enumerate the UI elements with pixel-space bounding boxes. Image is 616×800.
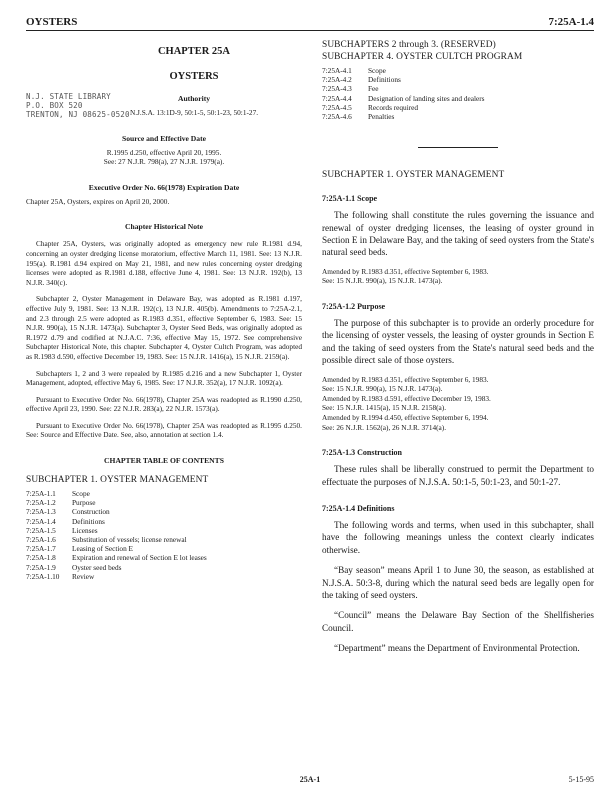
toc-item-number: 7:25A-4.1 (322, 66, 352, 75)
stamp-line: TRENTON, NJ 08625-0520 (26, 110, 130, 119)
definition-bay-season: “Bay season” means April 1 to June 30, the season, as established at N.J.S.A. 50:3-8, during which the natural seed beds are legally open for the taking of seed oysters. (322, 565, 594, 601)
toc-item (26, 544, 207, 553)
toc-subchapter-1: SUBCHAPTER 1. OYSTER MANAGEMENT (26, 475, 209, 486)
toc-item (26, 535, 207, 544)
history-paragraph: Pursuant to Executive Order No. 66(1978), Chapter 25A was readopted as R.1995 d.250. See: Source and Effective Date. See, also, annotation at section 1.4. (26, 420, 302, 440)
toc-item-number: 7:25A-1.8 (26, 553, 56, 563)
toc-item-title: Expiration and renewal of Section E lot leases (72, 553, 207, 563)
definition-department: “Department” means the Department of Environmental Protection. (334, 643, 580, 654)
toc-item-title: Purpose (72, 498, 96, 508)
section-divider (418, 147, 498, 148)
toc-list-4 (322, 66, 485, 121)
source-heading: Source and Effective Date (121, 133, 206, 143)
section-title-construction: 7:25A-1.3 Construction (322, 448, 402, 458)
toc-item-title: Oyster seed beds (72, 562, 122, 572)
amendment-note: Amended by R.1983 d.351, effective September 6, 1983. (322, 266, 489, 276)
supplement-date: 5-15-95 (568, 775, 594, 784)
toc-item-number: 7:25A-1.5 (26, 525, 56, 535)
chapter-title: OYSTERS (169, 71, 219, 82)
toc-item-title: Review (72, 571, 95, 581)
history-paragraph: Subchapter 2, Oyster Management in Delaware Bay, was adopted as R.1981 d.197, effective July 9, 1981. See: 13 N.J.R. 192(c), 13 N.J.R. 405(b). Amendments to 7:25A-2.1, and 2.3 through 2.5 were adopted as R.1983 d.351, effective September 6, 1983. See: 15 N.J.R. 990(a), 15 N.J.R. 1473(a). Subchapter 3, Oyster Seed Beds, was originally adopted as R.1972 d.79 and codified at N.J.A.C. 7:36, effective May 15, 1972. See comprehensive Subchapter Historical Note, this chapter. Subchapter 4, Oyster Cultch Program, was adopted as R.1983 d.590, effective December 19, 1983. See: 15 N.J.R. 1416(a), 15 N.J.R. 2159(a). (26, 294, 302, 361)
toc-item (322, 94, 485, 103)
history-paragraph: Pursuant to Executive Order No. 66(1978), Chapter 25A was readopted as R.1990 d.250, effective April 23, 1990. See: 22 N.J.R. 283(a), 22 N.J.R. 1573(a). (26, 394, 302, 414)
source-line: R.1995 d.250, effective April 20, 1995. (106, 147, 222, 157)
toc-item-title: Licenses (72, 525, 98, 535)
chapter-number: CHAPTER 25A (157, 46, 231, 57)
toc-item (26, 563, 207, 572)
toc-item (26, 553, 207, 562)
amendment-note: See: 15 N.J.R. 990(a), 15 N.J.R. 1473(a). (322, 384, 443, 394)
toc-item-number: 7:25A-1.10 (26, 571, 60, 581)
section-text-definitions: The following words and terms, when used in this subchapter, shall have the following meanings unless the context clearly indicates otherwise. (322, 520, 594, 555)
page-footer (26, 775, 594, 787)
section-title-scope: 7:25A-1.1 Scope (322, 194, 378, 204)
toc-subchapters-reserved: SUBCHAPTERS 2 through 3. (RESERVED) (322, 40, 496, 50)
section-text-scope: The following shall constitute the rules governing the issuance and renewal of oyster dredging licenses, the leasing of oyster ground in Section E in Delaware Bay, and the taking of seed oysters from the State's natural seed beds. (322, 210, 595, 258)
toc-list-1 (26, 489, 207, 581)
expiration-heading: Executive Order No. 66(1978) Expiration Date (88, 182, 240, 192)
toc-item-number: 7:25A-1.3 (26, 507, 56, 517)
toc-item-number: 7:25A-4.3 (322, 84, 352, 94)
toc-heading: CHAPTER TABLE OF CONTENTS (104, 456, 224, 466)
toc-subchapter-4: SUBCHAPTER 4. OYSTER CULTCH PROGRAM (322, 52, 523, 62)
section-title-definitions: 7:25A-1.4 Definitions (322, 504, 395, 514)
toc-item-number: 7:25A-1.1 (26, 489, 56, 499)
header-section-number: 7:25A-1.4 (548, 16, 594, 28)
toc-item-number: 7:25A-1.6 (26, 535, 56, 545)
stamp-line: P.O. BOX 520 (26, 101, 83, 110)
history-paragraph: Chapter 25A, Oysters, was originally adopted as emergency new rule R.1981 d.94, concerning an oyster dredging license moratorium, effective March 11, 1981. See: 13 N.J.R. 195(a). R.1981 d.94 expired on May 21, 1981, and new rules concerning oyster dredging licenses were adopted as R.1981 d.188, effective June 4, 1981. See: 13 N.J.R. 192(b), 13 N.J.R. 340(c). (26, 239, 302, 287)
section-title-purpose: 7:25A-1.2 Purpose (322, 302, 386, 312)
section-notes-scope (322, 267, 594, 286)
toc-item (26, 489, 207, 498)
toc-item (322, 75, 485, 84)
authority-heading: Authority (177, 94, 211, 103)
toc-item (322, 103, 485, 112)
amendment-note: Amended by R.1983 d.591, effective December 19, 1983. (322, 393, 491, 403)
source-line: See: 27 N.J.R. 798(a), 27 N.J.R. 1979(a). (103, 157, 225, 167)
toc-item (26, 507, 207, 516)
running-header (26, 10, 594, 31)
toc-item (322, 66, 485, 75)
toc-item-title: Definitions (72, 516, 105, 526)
toc-item (26, 526, 207, 535)
toc-item-number: 7:25A-4.6 (322, 112, 352, 122)
section-text-construction: These rules shall be liberally construed to permit the Department to effectuate the purposes of N.J.S.A. 50:1-5, 50:1-23, and 50:1-27. (322, 464, 594, 487)
authority-text: N.J.S.A. 13:1D-9, 50:1-5, 50:1-23, 50:1-27. (129, 108, 259, 117)
expiration-text: Chapter 25A, Oysters, expires on April 20, 2000. (26, 196, 170, 206)
definition-council: “Council” means the Delaware Bay Section of the Shellfisheries Council. (322, 610, 594, 633)
toc-item-title: Records required (368, 102, 419, 112)
toc-item (26, 517, 207, 526)
toc-item-number: 7:25A-1.4 (26, 516, 56, 526)
amendment-note: See: 26 N.J.R. 1562(a), 26 N.J.R. 3714(a). (322, 422, 447, 432)
history-paragraph: Subchapters 1, 2 and 3 were repealed by R.1985 d.216 and a new Subchapter 1, Oyster Management, adopted, effective May 6, 1985. See: 17 N.J.R. 352(a), 17 N.J.R. 1092(a). (26, 368, 302, 388)
toc-item-title: Penalties (368, 112, 395, 122)
toc-item (26, 572, 207, 581)
toc-item (322, 112, 485, 121)
toc-item (26, 498, 207, 507)
toc-item-number: 7:25A-4.2 (322, 75, 352, 85)
section-notes-purpose (322, 375, 594, 433)
amendment-note: See: 15 N.J.R. 990(a), 15 N.J.R. 1473(a). (322, 276, 443, 286)
section-text-purpose: The purpose of this subchapter is to provide an orderly procedure for the licensing of oyster vessels, the leasing of oyster grounds in Section E and the taking of seed oysters from the State's natural seed beds and the possible direct sale of those oysters. (322, 318, 594, 366)
amendment-note: Amended by R.1994 d.450, effective September 6, 1994. (322, 413, 489, 423)
body-subchapter-title: SUBCHAPTER 1. OYSTER MANAGEMENT (322, 170, 505, 181)
stamp-line: N.J. STATE LIBRARY (26, 92, 111, 101)
toc-item-title: Scope (72, 489, 90, 499)
toc-item-title: Substitution of vessels; license renewal (72, 535, 187, 545)
toc-item-title: Scope (368, 66, 386, 75)
header-chapter-name: OYSTERS (26, 16, 78, 28)
toc-item-title: Definitions (368, 75, 401, 85)
toc-item-number: 7:25A-4.5 (322, 102, 352, 112)
toc-item-title: Leasing of Section E (72, 544, 133, 554)
right-column (322, 40, 594, 655)
toc-item-title: Fee (368, 84, 379, 94)
toc-item-title: Designation of landing sites and dealers (368, 93, 485, 103)
toc-item-number: 7:25A-4.4 (322, 93, 352, 103)
toc-item-number: 7:25A-1.2 (26, 498, 56, 508)
toc-item-number: 7:25A-1.7 (26, 544, 56, 554)
toc-item (322, 84, 485, 93)
history-heading: Chapter Historical Note (125, 222, 203, 232)
amendment-note: See: 15 N.J.R. 1415(a), 15 N.J.R. 2158(a). (322, 403, 447, 413)
left-column (26, 40, 302, 581)
amendment-note: Amended by R.1983 d.351, effective September 6, 1983. (322, 374, 489, 384)
page-number: 25A-1 (299, 775, 321, 784)
toc-item-title: Construction (72, 507, 110, 517)
toc-item-number: 7:25A-1.9 (26, 562, 56, 572)
